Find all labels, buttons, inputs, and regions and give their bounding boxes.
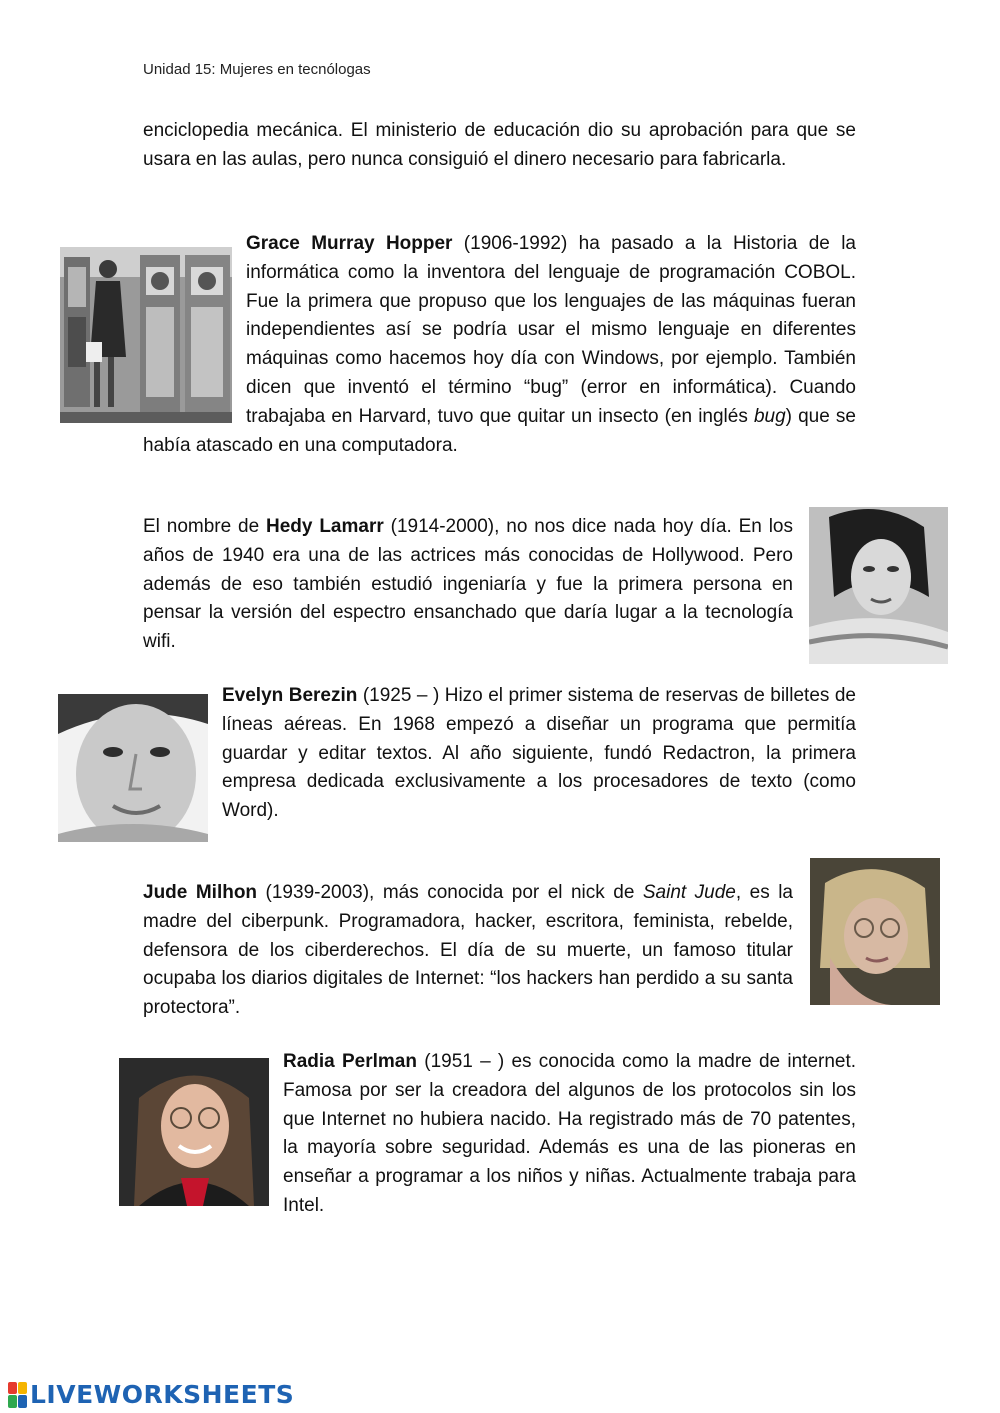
hedy-lamarr-text: (1914-2000), no nos dice nada hoy día. En los años de 1940 era una de las actrices más conocidas de Hollywood. Pero además de eso también estudió ingeniaría y fue la primera persona en pensar la versión del espectro ensanchado que daría lugar a la tecnología wifi. [143,516,793,653]
photo-spacer [143,230,246,410]
hedy-lamarr-photo [809,507,948,664]
liveworksheets-logo[interactable] [8,1380,294,1409]
grace-hopper-text-end: ) que se había atascado en una computadora. [143,405,856,456]
jude-milhon-photo [810,858,940,1005]
grace-hopper-name: Grace Murray Hopper [246,233,453,254]
jude-milhon-italic: Saint Jude [642,882,736,903]
hedy-lamarr-name: Hedy Lamarr [266,516,384,537]
evelyn-berezin-name: Evelyn Berezin [222,685,358,706]
page-header: Unidad 15: Mujeres en tecnólogas [143,61,371,78]
hedy-lamarr-prefix: El nombre de [143,516,267,537]
evelyn-berezin-paragraph [222,682,856,826]
jude-milhon-text-end: , es la madre del ciberpunk. Programadora, hacker, escritora, feminista, rebelde, defensora de los ciberderechos. El día de su muerte, un famoso titular ocupaba los diarios digitales de Internet: “los hackers han perdido a su santa protectora”. [143,882,793,1019]
radia-perlman-paragraph [283,1048,856,1221]
grace-hopper-italic: bug [753,405,786,427]
jude-milhon-name: Jude Milhon [143,882,258,903]
jude-milhon-text: (1939-2003), más conocida por el nick de [257,882,643,903]
evelyn-berezin-text: (1925 – ) Hizo el primer sistema de reservas de billetes de líneas aéreas. En 1968 empezó a diseñar un programa que permitía guardar y editar textos. Al año siguiente, fundó Redactron, la primera empresa dedicada exclusivamente a los procesadores de texto (como Word). [222,685,856,822]
radia-perlman-name: Radia Perlman [283,1051,417,1072]
jude-milhon-paragraph [143,879,793,1023]
hedy-lamarr-paragraph [143,513,793,657]
intro-paragraph: enciclopedia mecánica. El ministerio de educación dio su aprobación para que se usara en las aulas, pero nunca consiguió el dinero necesario para fabricarla. [143,120,856,170]
grace-hopper-text: (1906-1992) ha pasado a la Historia de la informática como la inventora del lenguaje de programación COBOL. Fue la primera que propuso que los lenguajes de las máquinas fueran independientes así se podría usar el mismo lenguaje en diferentes máquinas como hacemos hoy día con Windows, por ejemplo. También dicen que inventó el término “bug” (error en informática). Cuando trabajaba en Harvard, tuvo que quitar un insecto (en inglés [246,233,856,427]
logo-text: LIVEWORKSHEETS [30,1380,295,1409]
grace-hopper-paragraph [143,230,856,460]
radia-perlman-text: (1951 – ) es conocida como la madre de internet. Famosa por ser la creadora del algunos de los protocolos sin los que Internet no hubiera nacido. Ha registrado más de 70 patentes, la mayoría sobre seguridad. Además es una de las pioneras en enseñar a programar a los niños y niñas. Actualmente trabaja para Intel. [283,1051,857,1216]
radia-perlman-photo [119,1058,269,1206]
evelyn-berezin-photo [58,694,208,842]
logo-badge-icon [8,1382,27,1408]
